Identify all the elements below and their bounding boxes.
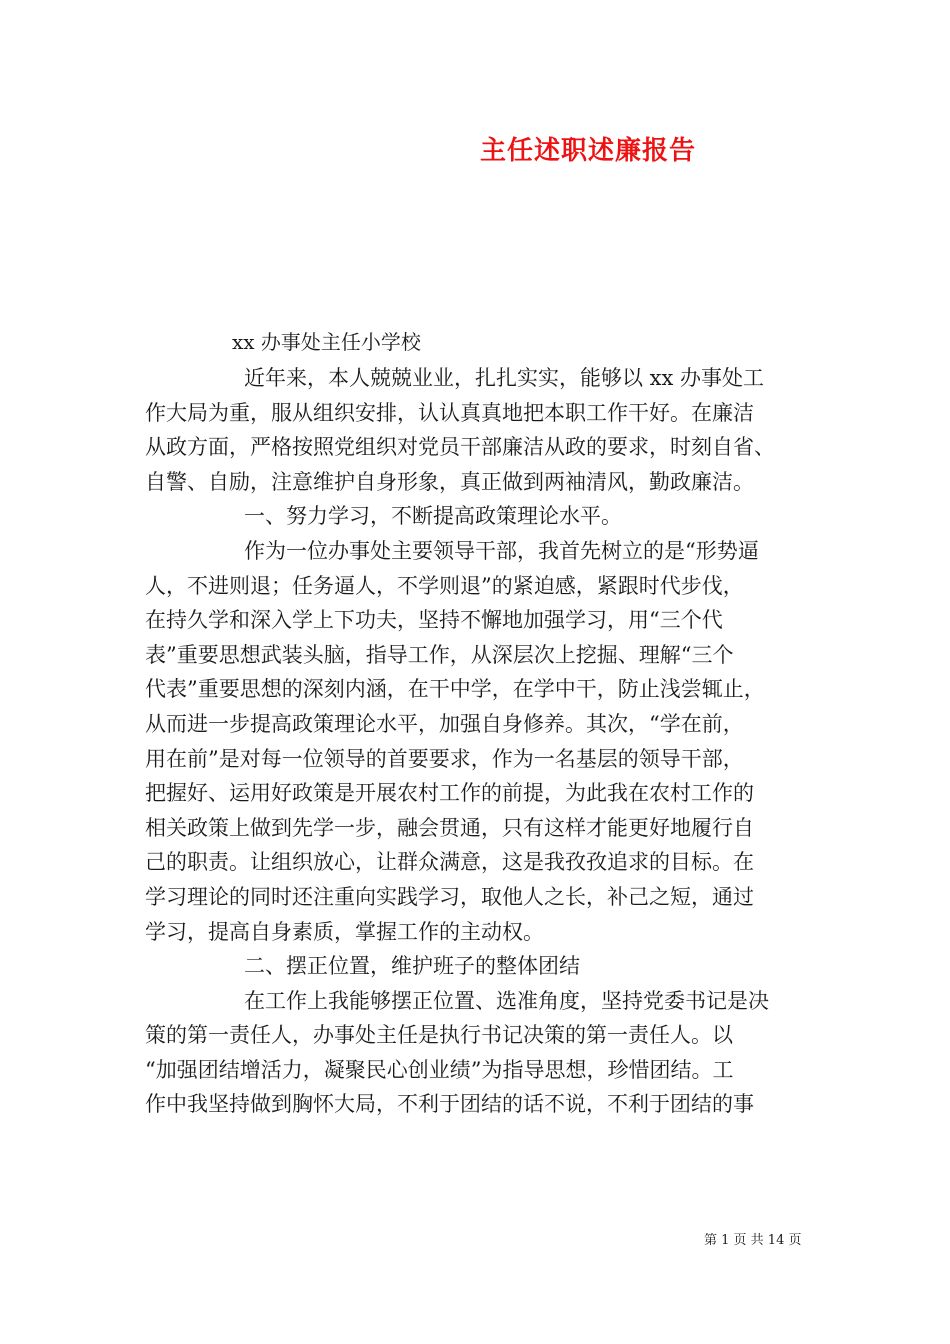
paragraph-line: 用在前”是对每一位领导的首要要求，作为一名基层的领导干部， xyxy=(145,746,744,771)
paragraph-line: 在持久学和深入学上下功夫，坚持不懈地加强学习，用“三个代 xyxy=(145,608,723,633)
paragraph-line: 表”重要思想武装头脑，指导工作，从深层次上挖掘、理解“三个 xyxy=(145,642,734,667)
paragraph-line: 代表”重要思想的深刻内涵，在干中学，在学中干，防止浅尝辄止， xyxy=(145,677,765,702)
paragraph-line: 自警、自励，注意维护自身形象，真正做到两袖清风，勤政廉洁。 xyxy=(145,469,754,494)
paragraph-line: 从而进一步提高政策理论水平，加强自身修养。其次，“学在前， xyxy=(145,711,744,736)
paragraph-line: 作大局为重，服从组织安排，认认真真地把本职工作干好。在廉洁 xyxy=(145,400,754,425)
paragraph-line: 近年来，本人兢兢业业，扎扎实实，能够以 xx 办事处工 xyxy=(244,366,765,390)
section-heading: 二、摆正位置，维护班子的整体团结 xyxy=(244,954,580,979)
paragraph-line: 相关政策上做到先学一步，融会贯通，只有这样才能更好地履行自 xyxy=(145,815,754,840)
section-heading: 一、努力学习，不断提高政策理论水平。 xyxy=(244,504,622,529)
paragraph-line: 学习，提高自身素质，掌握工作的主动权。 xyxy=(145,919,544,944)
paragraph-line: 在工作上我能够摆正位置、选准角度，坚持党委书记是决 xyxy=(244,988,769,1013)
paragraph-line: 作中我坚持做到胸怀大局，不利于团结的话不说，不利于团结的事 xyxy=(145,1092,754,1117)
document-body xyxy=(145,361,817,1122)
paragraph-line: 己的职责。让组织放心，让群众满意，这是我孜孜追求的目标。在 xyxy=(145,850,754,875)
paragraph-line: 从政方面，严格按照党组织对党员干部廉洁从政的要求，时刻自省、 xyxy=(145,435,775,460)
paragraph-line: 学习理论的同时还注重向实践学习，取他人之长，补己之短，通过 xyxy=(145,884,754,909)
paragraph-line: 作为一位办事处主要领导干部，我首先树立的是“形势逼 xyxy=(244,538,759,563)
paragraph-line: 把握好、运用好政策是开展农村工作的前提，为此我在农村工作的 xyxy=(145,781,754,806)
document-title: 主任述职述廉报告 xyxy=(479,136,696,166)
page-number-footer: 第 1 页 共 14 页 xyxy=(704,1233,802,1248)
paragraph-line: “加强团结增活力，凝聚民心创业绩”为指导思想，珍惜团结。工 xyxy=(145,1057,734,1082)
paragraph-line: 策的第一责任人，办事处主任是执行书记决策的第一责任人。以 xyxy=(145,1023,733,1048)
paragraph-line: 人，不进则退；任务逼人，不学则退”的紧迫感，紧跟时代步伐， xyxy=(145,573,744,598)
document-subtitle: xx 办事处主任小学校 xyxy=(232,330,421,354)
